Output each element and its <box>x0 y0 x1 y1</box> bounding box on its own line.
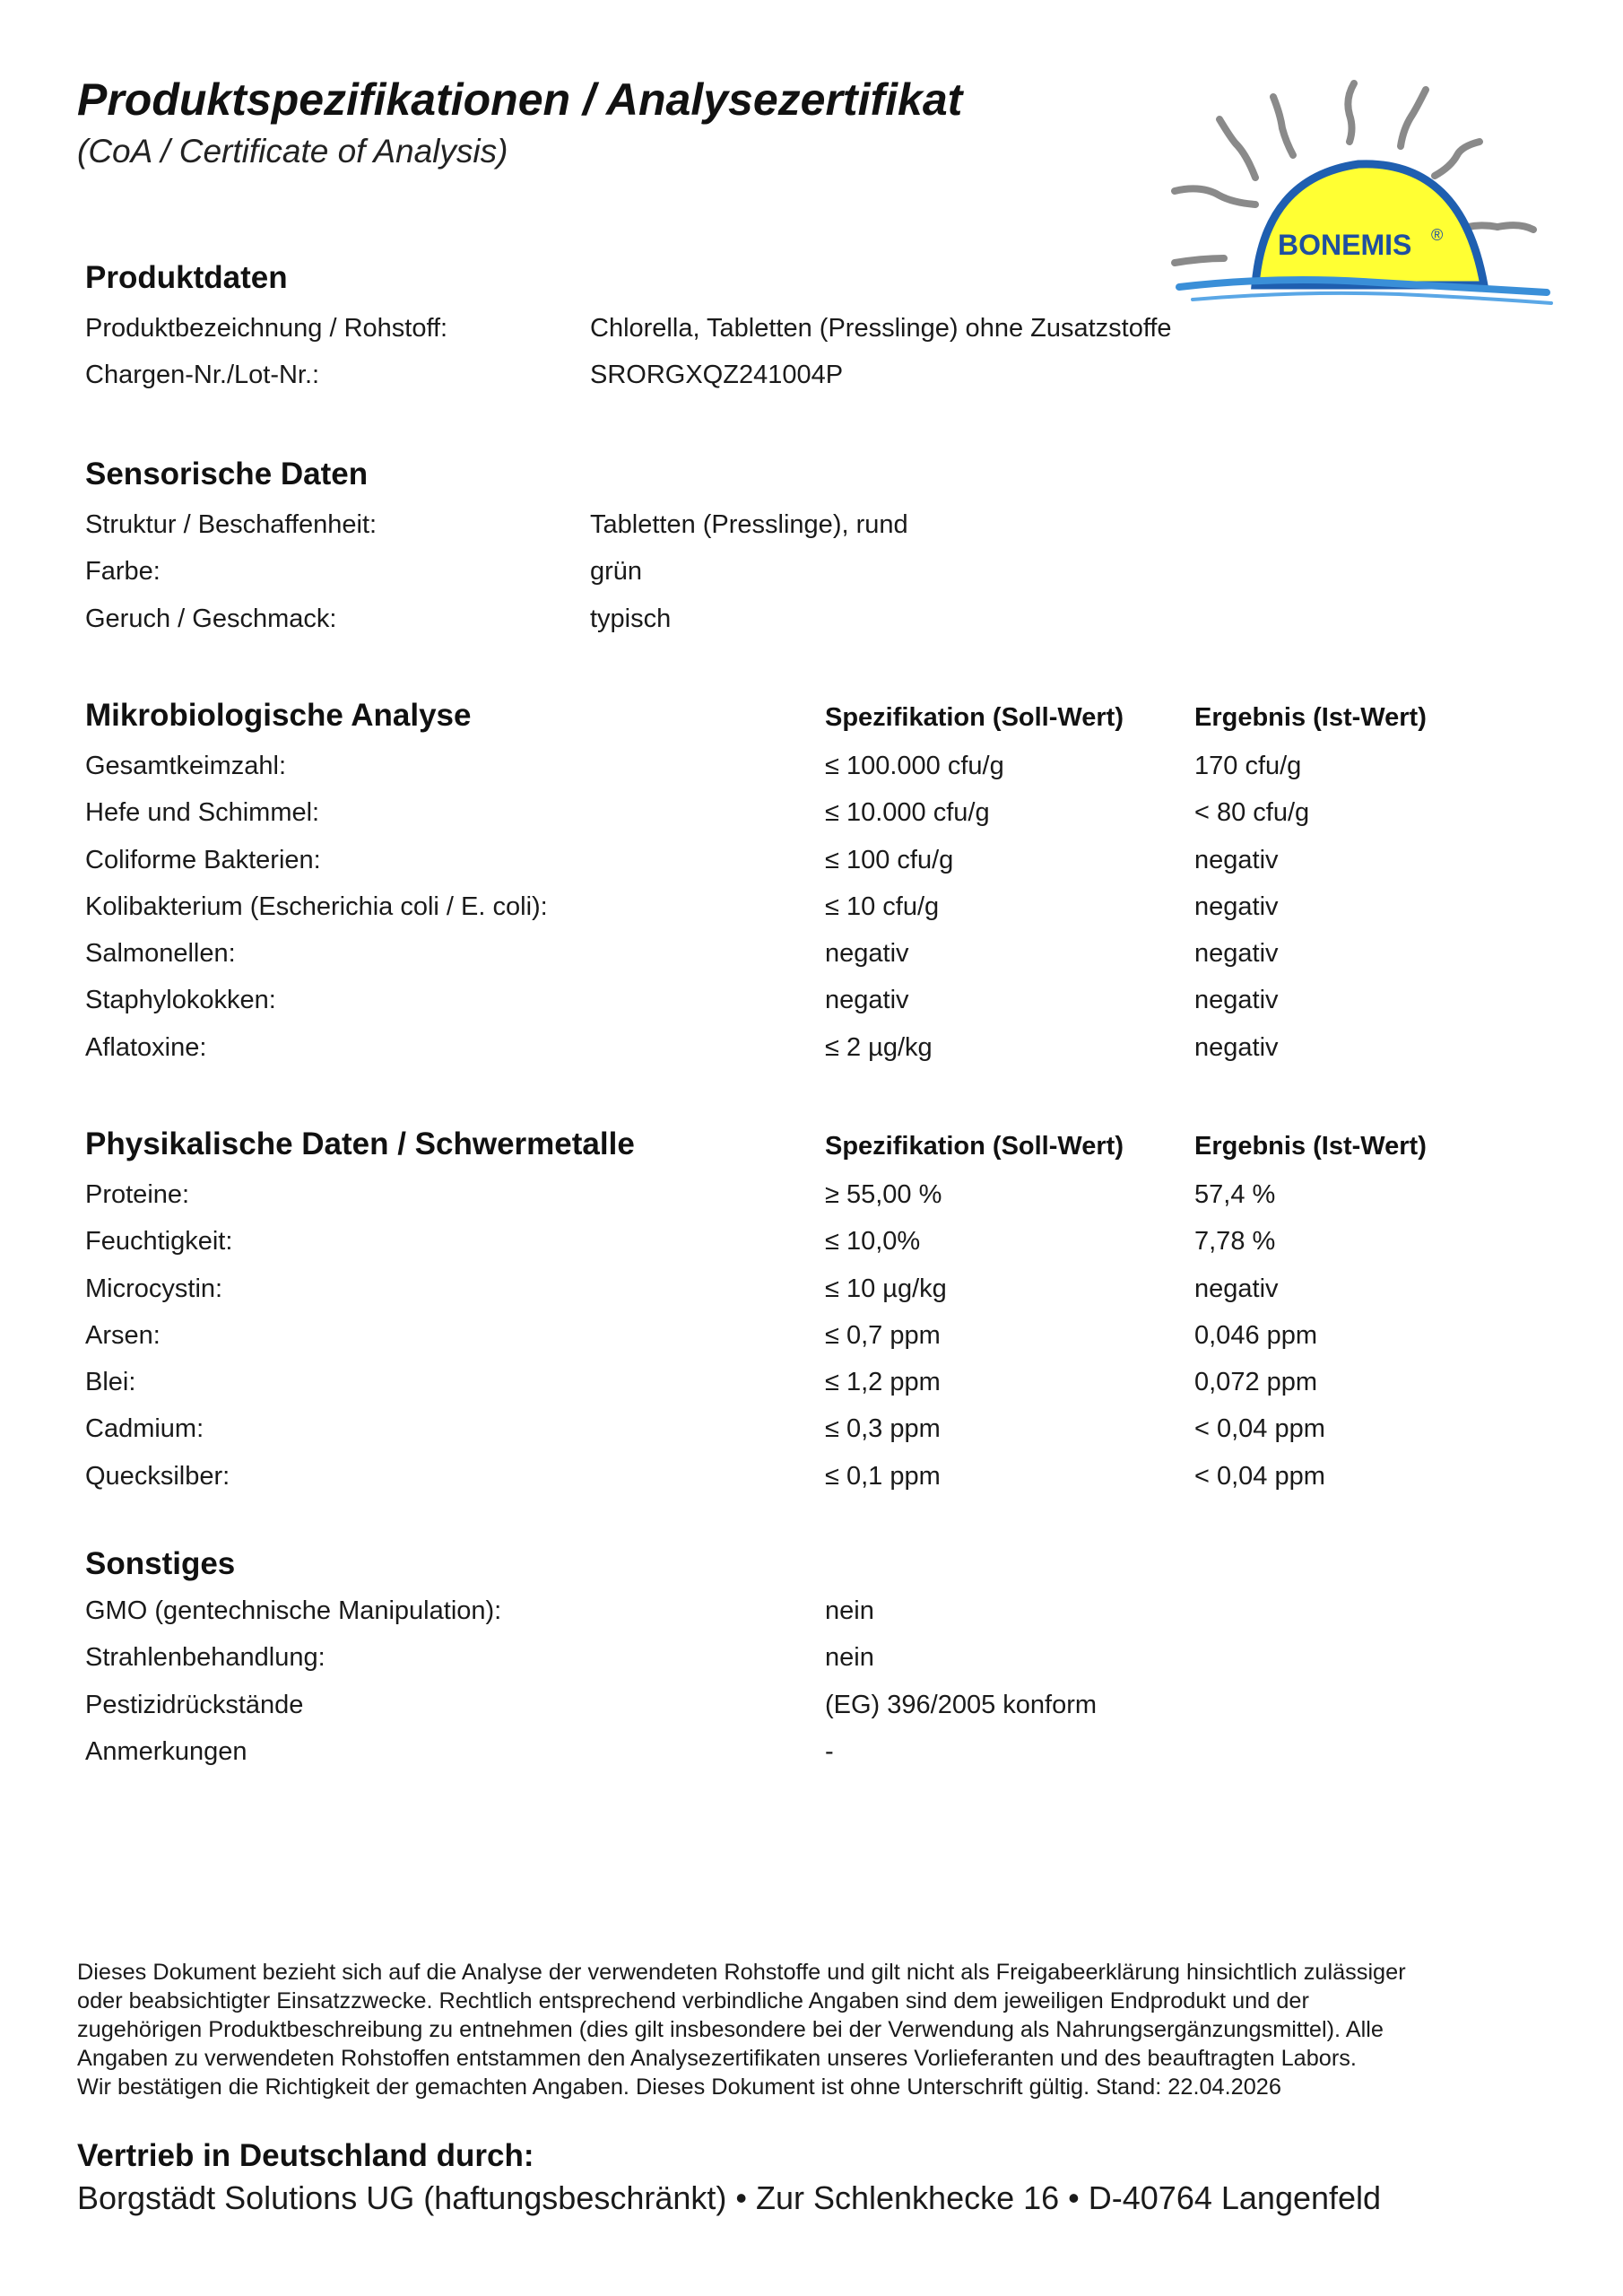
cell-label: Feuchtigkeit: <box>85 1227 233 1257</box>
list-item <box>85 1596 1565 1643</box>
table-row <box>85 892 1565 939</box>
table-row <box>85 846 1565 892</box>
section-sonstiges <box>85 1546 1565 1784</box>
cell-label: Aflatoxine: <box>85 1032 207 1062</box>
cell-result: negativ <box>1194 891 1279 921</box>
logo-text: BONEMIS <box>1278 229 1412 261</box>
cell-spec: ≤ 10.000 cfu/g <box>825 798 990 828</box>
cell-label: Arsen: <box>85 1320 161 1350</box>
cell-spec: ≤ 0,1 ppm <box>825 1461 941 1491</box>
table-row <box>85 798 1565 845</box>
field-label: Farbe: <box>85 557 161 587</box>
section-mikrobiologie <box>85 698 1565 1080</box>
cell-spec: ≤ 0,3 ppm <box>825 1414 941 1444</box>
field-value: (EG) 396/2005 konform <box>825 1690 1098 1719</box>
field-value: typisch <box>590 604 672 633</box>
distribution-title: Vertrieb in Deutschland durch: <box>77 2138 534 2173</box>
cell-spec: negativ <box>825 939 909 969</box>
field-label: Strahlenbehandlung: <box>85 1643 325 1673</box>
document-subtitle: (CoA / Certificate of Analysis) <box>77 133 508 170</box>
section-sensorik <box>85 457 1565 651</box>
column-header-result: Ergebnis (Ist-Wert) <box>1194 703 1427 732</box>
field-value: SRORGXQZ241004P <box>590 361 844 390</box>
field-label: Chargen-Nr./Lot-Nr.: <box>85 361 320 390</box>
cell-spec: ≤ 10,0% <box>825 1227 921 1257</box>
cell-label: Quecksilber: <box>85 1461 230 1491</box>
distribution-address: Borgstädt Solutions UG (haftungsbeschränkt) • Zur Schlenkhecke 16 • D-40764 Langenfeld <box>77 2179 1382 2216</box>
cell-spec: ≤ 10 µg/kg <box>825 1274 947 1303</box>
section-title: Sensorische Daten <box>85 457 369 491</box>
cell-spec: ≤ 0,7 ppm <box>825 1320 941 1350</box>
cell-label: Cadmium: <box>85 1414 204 1444</box>
table-row <box>85 939 1565 986</box>
cell-result: < 80 cfu/g <box>1194 798 1310 828</box>
list-item <box>85 604 1565 651</box>
cell-label: Kolibakterium (Escherichia coli / E. coli): <box>85 891 548 921</box>
cell-result: 57,4 % <box>1194 1180 1276 1209</box>
field-value: nein <box>825 1643 874 1673</box>
cell-result: 0,046 ppm <box>1194 1320 1318 1350</box>
cell-label: Microcystin: <box>85 1274 223 1303</box>
list-item <box>85 1737 1565 1784</box>
cell-result: negativ <box>1194 939 1279 969</box>
field-label: Geruch / Geschmack: <box>85 604 337 633</box>
cell-spec: ≤ 100 cfu/g <box>825 845 954 874</box>
cell-spec: ≤ 100.000 cfu/g <box>825 752 1004 780</box>
list-item <box>85 314 1565 361</box>
table-row <box>85 1368 1565 1414</box>
field-label: GMO (gentechnische Manipulation): <box>85 1596 502 1625</box>
disclaimer-line: Angaben zu verwendeten Rohstoffen entstammen den Analysezertifikaten unseres Vorlieferanten und des beauftragten Labors. <box>77 2046 1357 2071</box>
disclaimer-line: zugehörigen Produktbeschreibung zu entnehmen (dies gilt insbesondere bei der Verwendung als Nahrungsergänzungsmittel). Alle <box>77 2017 1384 2042</box>
section-title: Mikrobiologische Analyse <box>85 698 472 733</box>
cell-result: negativ <box>1194 986 1279 1015</box>
section-produktdaten <box>85 260 1565 408</box>
disclaimer-line: Dieses Dokument bezieht sich auf die Analyse der verwendeten Rohstoffe und gilt nicht als Freigabeerklärung hinsichtlich zulässiger <box>77 1960 1406 1985</box>
table-row <box>85 1414 1565 1461</box>
table-row <box>85 1033 1565 1080</box>
cell-result: negativ <box>1194 1032 1279 1062</box>
list-item <box>85 557 1565 604</box>
cell-label: Staphylokokken: <box>85 986 276 1015</box>
cell-result: < 0,04 ppm <box>1194 1461 1325 1491</box>
column-header-spec: Spezifikation (Soll-Wert) <box>825 1132 1124 1161</box>
logo-registered-mark: ® <box>1431 226 1444 244</box>
column-header-result: Ergebnis (Ist-Wert) <box>1194 1132 1427 1161</box>
cell-label: Gesamtkeimzahl: <box>85 752 287 780</box>
cell-label: Blei: <box>85 1368 136 1397</box>
cell-spec: ≥ 55,00 % <box>825 1180 942 1209</box>
field-value: Chlorella, Tabletten (Presslinge) ohne Zusatzstoffe <box>590 314 1172 343</box>
list-item <box>85 1643 1565 1690</box>
cell-spec: ≤ 2 µg/kg <box>825 1032 933 1062</box>
cell-result: 7,78 % <box>1194 1227 1276 1257</box>
cell-result: < 0,04 ppm <box>1194 1414 1325 1444</box>
field-label: Anmerkungen <box>85 1736 247 1766</box>
table-row <box>85 1274 1565 1321</box>
section-title: Sonstiges <box>85 1546 236 1581</box>
cell-result: 170 cfu/g <box>1194 752 1302 780</box>
list-item <box>85 1691 1565 1737</box>
section-title: Produktdaten <box>85 260 288 295</box>
cell-spec: negativ <box>825 986 909 1015</box>
section-title: Physikalische Daten / Schwermetalle <box>85 1126 635 1161</box>
field-value: Tabletten (Presslinge), rund <box>590 510 908 539</box>
table-row <box>85 1180 1565 1227</box>
field-label: Struktur / Beschaffenheit: <box>85 510 378 539</box>
cell-spec: ≤ 10 cfu/g <box>825 891 940 921</box>
table-row <box>85 752 1565 798</box>
cell-label: Proteine: <box>85 1180 190 1209</box>
cell-result: negativ <box>1194 1274 1279 1303</box>
disclaimer <box>77 1958 1566 2101</box>
field-value: nein <box>825 1596 874 1625</box>
table-row <box>85 1321 1565 1368</box>
disclaimer-line: oder beabsichtigter Einsatzzwecke. Rechtlich entsprechend verbindliche Angaben sind dem jeweiligen Endprodukt und der <box>77 1988 1309 2013</box>
cell-spec: ≤ 1,2 ppm <box>825 1368 941 1397</box>
field-value: - <box>825 1736 834 1766</box>
cell-result: 0,072 ppm <box>1194 1368 1318 1397</box>
document-title: Produktspezifikationen / Analysezertifikat <box>77 74 963 125</box>
cell-label: Hefe und Schimmel: <box>85 798 320 828</box>
cell-label: Salmonellen: <box>85 939 236 969</box>
cell-result: negativ <box>1194 845 1279 874</box>
column-header-spec: Spezifikation (Soll-Wert) <box>825 703 1124 732</box>
list-item <box>85 510 1565 557</box>
section-physik <box>85 1126 1565 1509</box>
field-label: Pestizidrückstände <box>85 1690 304 1719</box>
field-value: grün <box>590 557 643 587</box>
table-row <box>85 986 1565 1032</box>
list-item <box>85 361 1565 407</box>
disclaimer-line: Wir bestätigen die Richtigkeit der gemachten Angaben. Dieses Dokument ist ohne Unterschrift gültig. Stand: 22.04.2026 <box>77 2074 1281 2100</box>
cell-label: Coliforme Bakterien: <box>85 845 321 874</box>
table-row <box>85 1227 1565 1274</box>
table-row <box>85 1462 1565 1509</box>
field-label: Produktbezeichnung / Rohstoff: <box>85 314 448 343</box>
